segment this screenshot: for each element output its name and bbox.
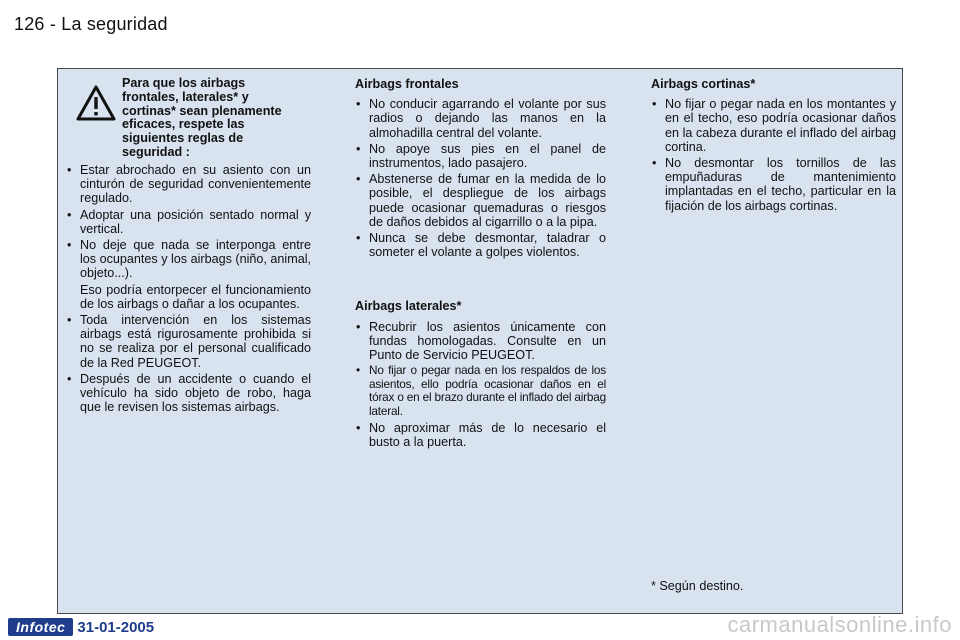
- list-item-note: Eso podría entorpecer el funcionamiento de los airbags o dañar a los ocupantes.: [80, 282, 311, 311]
- warning-block: [66, 77, 311, 163]
- footer-info: [8, 617, 154, 637]
- watermark: carmanualsonline.info: [727, 612, 952, 637]
- side-airbags-section: [355, 299, 606, 449]
- infotec-logo: Infotec: [8, 618, 73, 636]
- list-item: • No aproximar más de lo necesario el busto a la puerta.: [355, 421, 606, 449]
- list-item: • Toda intervención en los sistemas airbags está rigurosamente prohibida si no se realiza por el personal cualificado de la Red PEUGEOT.: [66, 313, 311, 370]
- column-front-side-airbags: [355, 77, 606, 451]
- list-item: • Nunca se debe desmontar, taladrar o someter el volante a golpes violentos.: [355, 231, 606, 259]
- list-item: • Adoptar una posición sentado normal y vertical.: [66, 208, 311, 236]
- list-item: • Estar abrochado en su asiento con un cinturón de seguridad convenientemente regulado.: [66, 163, 311, 206]
- side-airbags-list: [355, 320, 606, 449]
- list-item: • Recubrir los asientos únicamente con fundas homologadas. Consulte en un Punto de Servicio PEUGEOT.: [355, 320, 606, 363]
- front-airbags-list: [355, 97, 606, 259]
- column-general-rules: [66, 77, 311, 416]
- list-item: • No conducir agarrando el volante por sus radios o dejando las manos en la almohadilla central del volante.: [355, 97, 606, 140]
- heading-front-airbags: Airbags frontales: [355, 77, 459, 91]
- list-item-text: No deje que nada se interponga entre los ocupantes y los airbags (niño, animal, objeto...).: [80, 238, 312, 281]
- curtain-airbags-list: [651, 97, 896, 213]
- edition-date: 31-01-2005: [77, 618, 155, 636]
- column-curtain-airbags: [651, 77, 896, 215]
- list-item: • No fijar o pegar nada en los montantes y en el techo, eso podría ocasionar daños en la cabeza durante el inflado del airbag cortina.: [651, 97, 896, 154]
- list-item: [66, 238, 311, 311]
- list-item: • Abstenerse de fumar en la medida de lo posible, el despliegue de los airbags puede ocasionar quemaduras o riesgos de daños debidos al cigarrillo o a la pipa.: [355, 172, 606, 229]
- list-item: • No desmontar los tornillos de las empuñaduras de mantenimiento implantadas en el techo, particular en la fijación de los airbags cortinas.: [651, 156, 896, 213]
- footnote: * Según destino.: [651, 579, 744, 593]
- heading-curtain-airbags: Airbags cortinas*: [651, 77, 756, 91]
- list-item: • Después de un accidente o cuando el vehículo ha sido objeto de robo, haga que le revisen los sistemas airbags.: [66, 372, 311, 415]
- safety-box: [57, 68, 903, 614]
- general-rules-list: [66, 163, 311, 414]
- page-title: 126 - La seguridad: [14, 14, 168, 34]
- warning-triangle-icon: [76, 85, 116, 121]
- warning-text: Para que los airbags frontales, laterales* y cortinas* sean plenamente eficaces, respete las siguientes reglas de seguridad :: [122, 76, 282, 159]
- list-item: • No apoye sus pies en el panel de instrumentos, lado pasajero.: [355, 142, 606, 170]
- heading-side-airbags: Airbags laterales*: [355, 299, 462, 314]
- list-item: • No fijar o pegar nada en los respaldos de los asientos, ello podría ocasionar daños en el tórax o en el brazo durante el inflado del airbag lateral.: [355, 364, 606, 418]
